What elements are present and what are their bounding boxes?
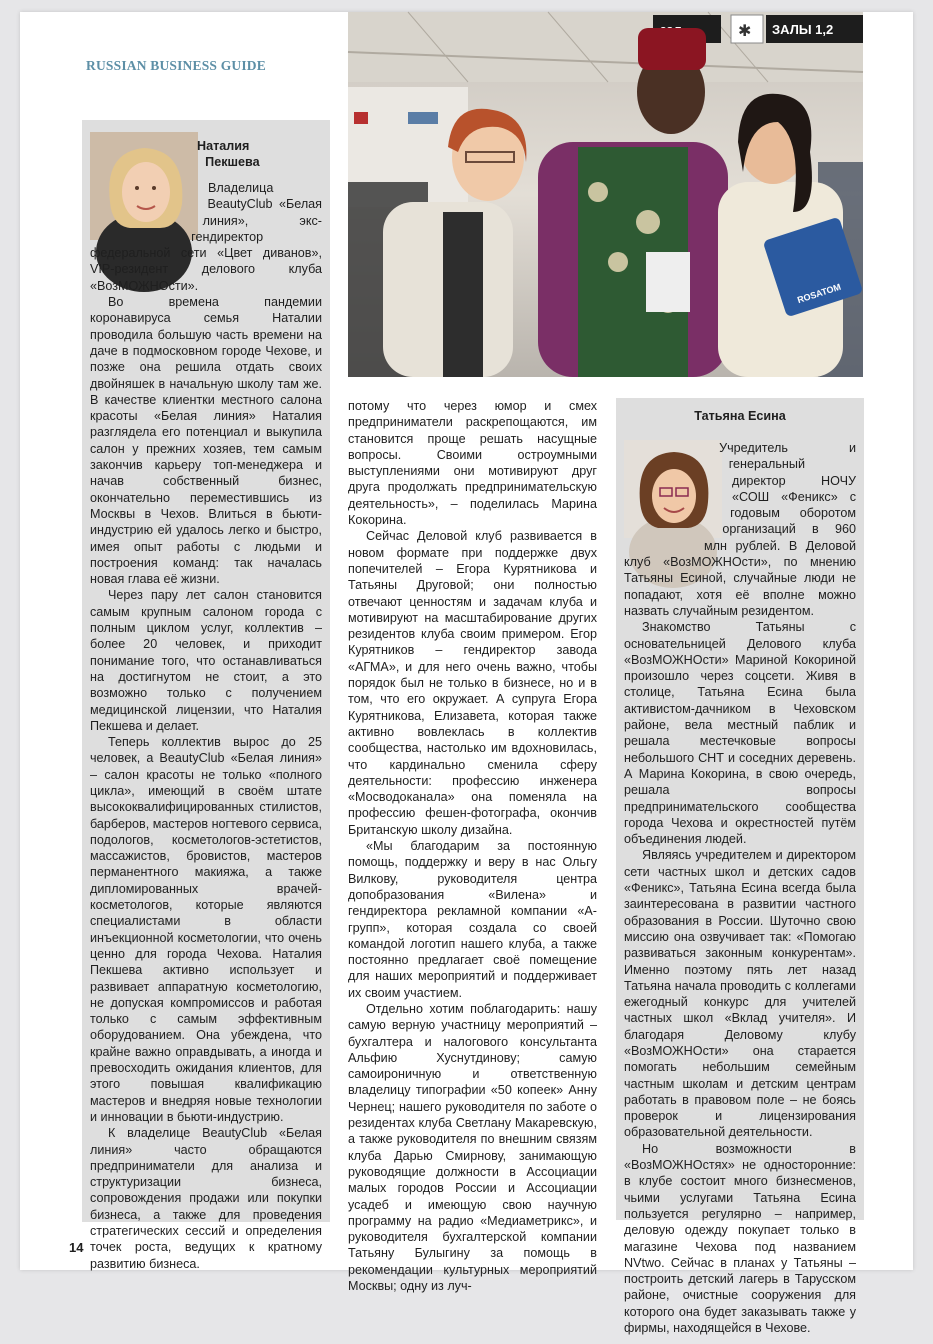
paragraph: потому что через юмор и смех предприниматели раскрепощаются, им становится проще решать насущные вопросы. Своими остроумными выступлениями они мотивируют друг друга продолжать предпринимательскую деятельность», – поделилась Марина Кокорина. <box>348 399 597 528</box>
portrait-natalia <box>90 132 198 240</box>
paragraph: Знакомство Татьяны с основательницей Делового клуба «ВозМОЖНОсти» Мариной Кокориной произошло через соцсети. Живя в столице, Татьяна Есина была активистом-дачником в Чеховском районе, вела местный паблик и решала местечковые вопросы небольшого СНТ и соседних деревень. А Марина Кокорина, в свою очередь, решала вопросы предпринимательского сообщества города Чехова и окрестностей путём объединения людей. <box>624 620 856 847</box>
article-photo <box>348 12 863 377</box>
profile-intro-natalia: Владелица BeautyClub «Белая линия», экс-гендиректор федеральной сети «Цвет диванов», VIP-резидент делового клуба «ВозМОЖНОсти». <box>90 181 322 293</box>
profile-box-tatiana <box>616 398 864 1336</box>
sign-halls: ЗАЛЫ 1,2 <box>772 22 834 37</box>
name-line-first: Наталия <box>197 139 250 153</box>
paragraph: Но возможности в «ВозМОЖНОстях» не односторонние: в клубе состоит много бизнесменов, чьими услугами Татьяна Есина пользуется регулярно – например, деловую одежду покупает только в магазине Чехова под названием NVtwo. Сейчас в планах у Татьяны – построить детский лагерь в Тарусском районе, очистные сооружения для которого она будет заказывать также у фирмы, находящейся в Чехове. <box>624 1141 856 1336</box>
photo-illustration <box>348 12 863 377</box>
paragraph: Во времена пандемии коронавируса семья Наталии проводила большую часть времени на даче в подмосковном городе Чехове, и позже она решила отдать своих двойняшек в начальную школу там же. В качестве клиентки местного салона красоты «Белая линия» Наталия разглядела его потенциал и выкупила салон у прежних хозяев, тем самым закончив карьеру топ-менеджера и начав собственный бизнес, окончательно переместившись из Москвы в Чехов. Влиться в бьюти-индустрию ей удалось легко и быстро, имея опыт работы с людьми и построения команд: так началась новая глава её жизни. <box>90 295 322 587</box>
paragraph: К владелице BeautyClub «Белая линия» часто обращаются предприниматели для анализа и структуризации бизнеса, сопровождения продажи или покупки бизнеса, а также для проведения стратегических сессий и определения точек роста, ведущих к кратному развитию бизнеса. <box>90 1126 322 1271</box>
paragraph: «Мы благодарим за постоянную помощь, поддержку и веру в нас Ольгу Вилкову, руководителя центра допобразования «Вилена» и гендиректора рекламной компании «А-групп», которая создала со своей командой логотип нашего клуба, а также постоянно предлагает своё помещение для наших мероприятий и поддерживает их своим участием. <box>348 839 597 1000</box>
paragraph: Теперь коллектив вырос до 25 человек, а BeautyClub «Белая линия» – салон красоты не только «полного цикла», имеющий в своём штате высококвалифицированных стилистов, барберов, мастеров ногтевого сервиса, подологов, косметологов-эстетистов, массажистов, бровистов, мастеров перманентного макияжа, а также дипломированных врачей-косметологов, которые являются специалистами в области инъекционной косметологии, что очень ценно для города Чехова. Наталия Пекшева активно использует и развивает аппаратную косметологию, не допуская компромиссов и работая только с самым эффективным оборудованием. Она убеждена, что крайне важно оправдывать, а иногда и превосходить ожидания клиентов, для этого повышая квалификацию мастеров и внедряя новые технологии и инновации в бьюти-индустрию. <box>90 735 322 1124</box>
magazine-page <box>20 12 913 1336</box>
profile-name-tatiana: Татьяна Есина <box>694 409 786 423</box>
avatar-natalia <box>90 132 198 240</box>
paragraph: Являясь учредителем и директором сети частных школ и детских садов «Феникс», Татьяна Есина всегда была заинтересована в развитии частного образования в России. Шуточно свою миссию она озвучивает так: «Помогаю развиваться законным конкурентам». Именно поэтому пять лет назад Татьяна начала проводить с коллегами ежегодный конкурс для учителей частных школ «Вклад учителя». И благодаря Деловому клубу «ВозМОЖНОсти» она старается помогать небольшим семейным частным школам и детским центрам работать в правовом поле – не боясь проверок и лицензирования образовательной деятельности. <box>624 848 856 1140</box>
avatar-tatiana <box>624 440 722 538</box>
paragraph: Отдельно хотим поблагодарить: нашу самую верную участницу мероприятий – бухгалтера и налогового консультанта Альфию Хуснутдинову; самую самоироничную и ответственную владелицу типографии «50 копеек» Анну Чернец; нашего руководителя по заботе о резидентах клуба Светлану Макаревскую, а также руководителя по внешним связям клуба Дарью Смирнову, занимающую руководящие должности в Ассоциации малых городов России и Ассоциации усадеб и имеющую свою научную программу на радио «Медиаметрикс», и руководителя бухгалтерской компании Татьяну Булыгину за помощь в рекомендации культурных мероприятий Москвы; одну из луч- <box>348 1001 597 1294</box>
magazine-header: RUSSIAN BUSINESS GUIDE <box>86 58 266 73</box>
name-line-last: Пекшева <box>205 155 260 169</box>
paragraph: Через пару лет салон становится самым крупным салоном города с полным циклом услуг, коллектив – более 20 человек, и приходит понимание того, что останавливаться на достигнутом не стоит, а это возможно только с получением медицинской лицензии, что Наталия Пекшева и делает. <box>90 588 322 733</box>
profile-box-natalia <box>82 120 330 1271</box>
article-middle-column <box>348 398 597 1294</box>
profile-intro-tatiana: Учредитель и генеральный директор НОЧУ «СОШ «Феникс» с годовым оборотом организаций в 960 млн рублей. В Деловой клуб «ВозМОЖНОсти», по мнению Татьяны Есиной, случайные люди не попадают, хотя её вполне можно назвать случайным резидентом. <box>624 441 856 618</box>
portrait-tatiana <box>624 440 722 538</box>
asterisk-icon: ✱ <box>738 23 752 40</box>
paragraph: Сейчас Деловой клуб развивается в новом формате при поддержке двух попечителей – Егора Курятникова и Татьяны Друговой; они полностью отвечают ценностям и задачам клуба и мотивируют на масштабирование других резидентов клуба своим примером. Егор Курятников – гендиректор завода «АГМА», и для него очень важно, чтобы порядок был не только в бизнесе, но и в том, что его окружает. А супруга Егора Курятникова, Елизавета, которая также активно вовлеклась в коллектив сообщества, настолько им вдохновилась, что кардинально сменила сферу деятельности: профессию инженера «Мосводоканала» она поменяла на профессию фешен-фотографа, окончив Британскую школу дизайна. <box>348 529 597 837</box>
page-number: 14 <box>69 1240 84 1255</box>
rosatom-label: ROSATOM <box>796 281 843 306</box>
